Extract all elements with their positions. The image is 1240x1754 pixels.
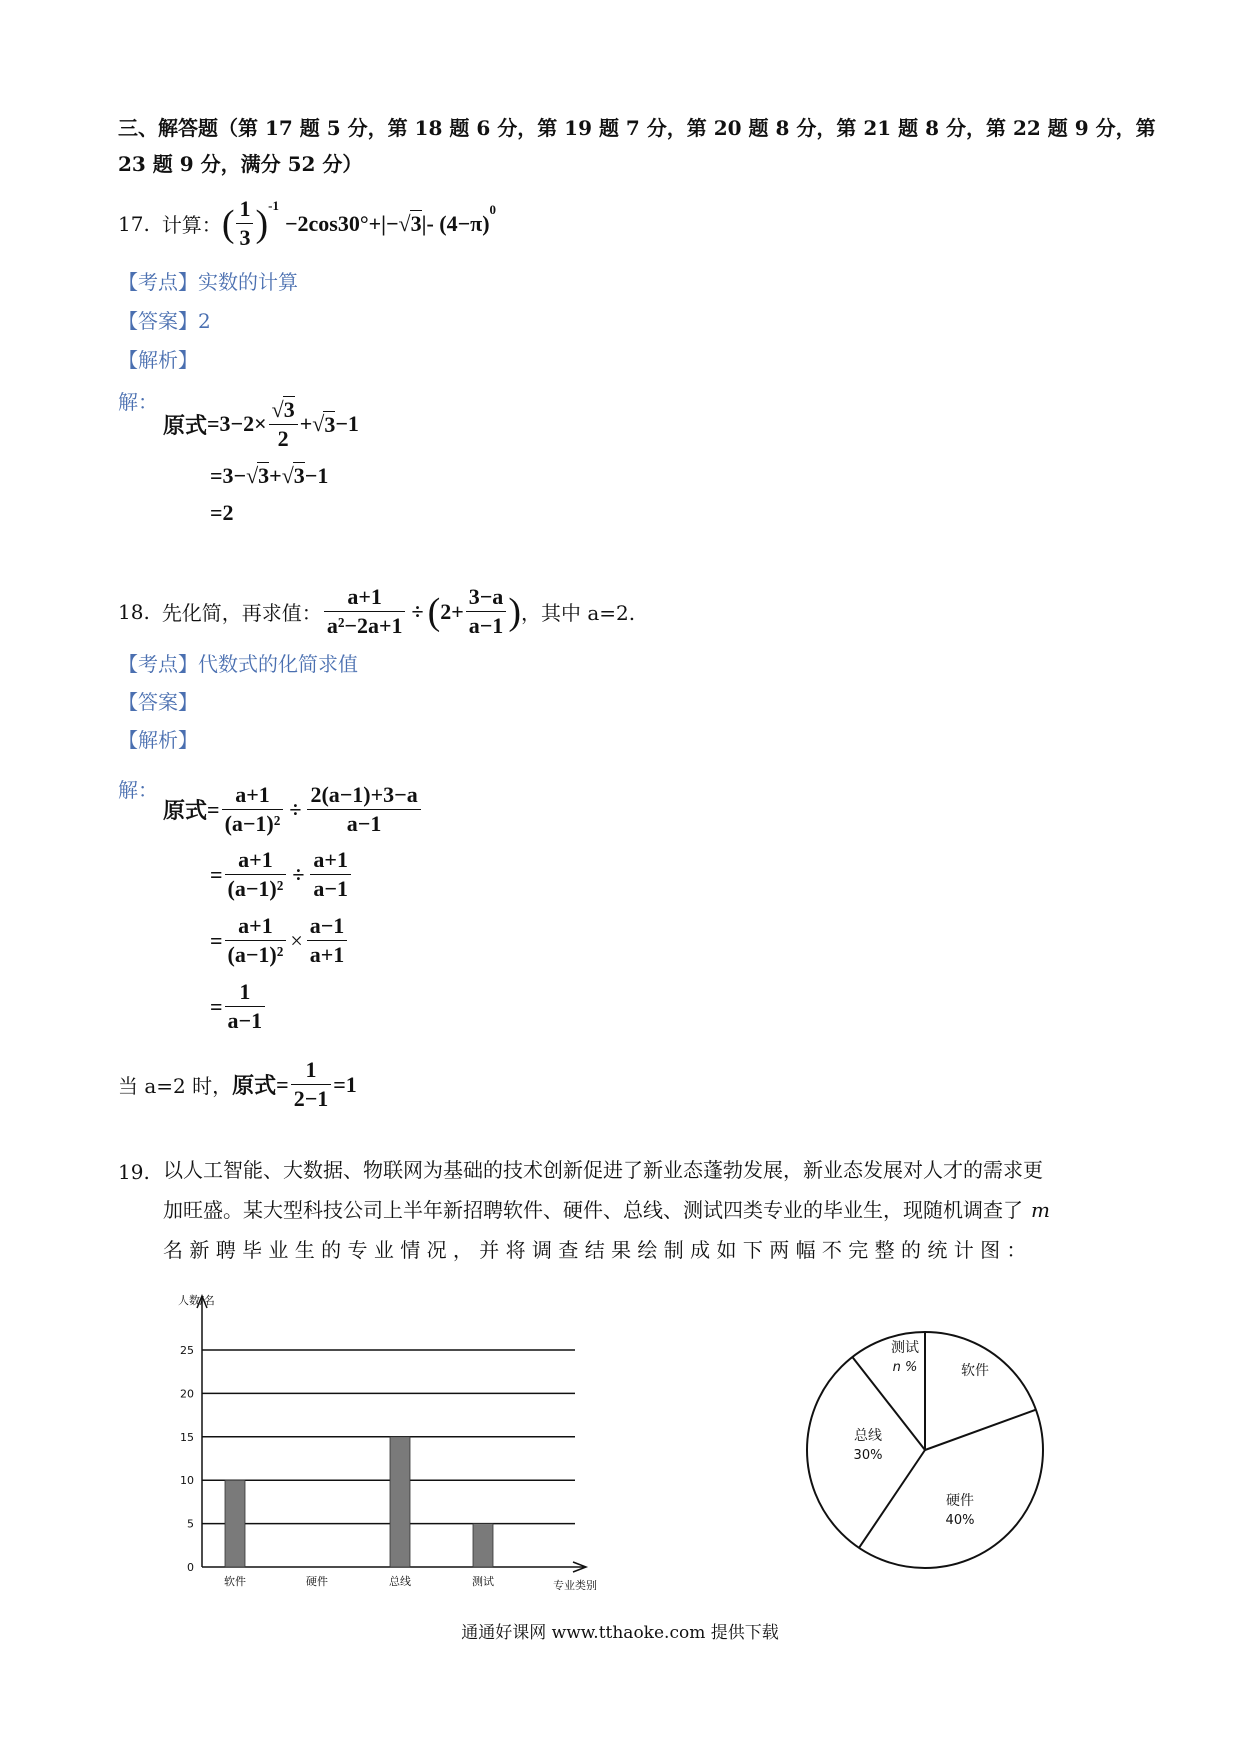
section-header-line1: 三、解答题（第 17 题 5 分，第 18 题 6 分，第 19 题 7 分，第 20 题 8 分，第 21 题 8 分，第 22 题 9 分，第 xyxy=(118,116,1156,140)
y-tick-label: 0 xyxy=(187,1561,194,1574)
y-tick-label: 20 xyxy=(180,1387,194,1401)
question-number: 17. xyxy=(118,211,150,236)
q18-when: 当 a=2 时， xyxy=(118,1074,233,1098)
equals: = xyxy=(210,861,223,887)
q17-zero-exp: 0 xyxy=(489,202,497,217)
q18-final-den: 2−1 xyxy=(291,1084,332,1112)
q18-s1-num2: 2(a−1)+3−a xyxy=(310,782,418,807)
q18-s2-den1: (a−1)² xyxy=(225,874,287,902)
question-prompt: 计算： xyxy=(161,213,222,237)
pie-slice-label: 测试 xyxy=(891,1340,919,1356)
y-tick-label: 5 xyxy=(187,1517,194,1531)
q18-s3-den2: a+1 xyxy=(307,940,348,968)
q17-expression: ( $\frac{1}{3}$ ) -1 −2cos30°+|− √ 3 |- (4−π) 0 xyxy=(221,196,497,250)
question-number: 18. xyxy=(118,599,150,624)
q18-answer: 【答案】 xyxy=(118,690,198,714)
pie-slice-value: 40% xyxy=(945,1513,975,1528)
q17-step1-a: =3−2× xyxy=(207,411,267,436)
pie-slice-label: 软件 xyxy=(961,1363,989,1379)
y-axis-label: 人数/名 xyxy=(178,1294,215,1307)
pie-chart xyxy=(780,1300,1080,1600)
q18-den2: a−1 xyxy=(466,611,507,639)
q17-root: 3 xyxy=(410,211,422,236)
q18-s4-num: 1 xyxy=(239,979,251,1004)
q18-two-plus: 2+ xyxy=(440,598,464,624)
pie-slice-label: 硬件 xyxy=(946,1493,974,1509)
equals: = xyxy=(210,927,223,953)
q18-kaodian: 【考点】代数式的化简求值 xyxy=(118,652,358,676)
question-18 xyxy=(118,584,635,639)
q17-step1-lhs: 原式 xyxy=(163,412,208,438)
q18-step2 xyxy=(210,847,353,902)
section-header-line2: 23 题 9 分，满分 52 分） xyxy=(118,152,363,176)
q17-step2-b: + xyxy=(269,463,282,488)
pie-slice-value: n % xyxy=(892,1360,918,1375)
y-tick-label: 15 xyxy=(180,1430,194,1444)
q18-expression: $\frac{a+1}{\text{a²−2a+1}}$ ÷ ( 2+ $\frac{3-a}{a-1}$ ) xyxy=(322,584,521,639)
q18-where: ，其中 a=2. xyxy=(520,601,636,625)
q17-step2-root2: 3 xyxy=(293,463,305,488)
q19-m: m xyxy=(1031,1198,1050,1222)
q18-div: ÷ xyxy=(411,598,424,624)
q17-step1-num: 3 xyxy=(283,397,295,422)
q17-step1-den: 2 xyxy=(269,424,298,452)
x-tick-label: 测试 xyxy=(472,1575,494,1588)
question-17 xyxy=(118,196,496,251)
bar-chart xyxy=(170,1290,620,1590)
q18-den1: a²−2a+1 xyxy=(324,611,406,639)
q18-jiexi: 【解析】 xyxy=(118,728,198,752)
q17-step1-root: 3 xyxy=(324,411,336,437)
q18-s3-times: × xyxy=(290,927,303,953)
q19-line1: 以人工智能、大数据、物联网为基础的技术创新促进了新业态蓬勃发展，新业态发展对人才的需求更 xyxy=(163,1158,1043,1182)
q19-line3: 名 新 聘 毕 业 生 的 专 业 情 况 ， 并 将 调 查 结 果 绘 制 成 如 下 两 幅 不 完 整 的 统 计 图 ： xyxy=(163,1238,1027,1262)
q17-step1-c: −1 xyxy=(335,411,359,436)
q18-s1-div: ÷ xyxy=(289,796,302,822)
y-tick-label: 25 xyxy=(180,1344,194,1357)
pie-slice-value: 30% xyxy=(853,1448,883,1463)
q18-s4-den: a−1 xyxy=(225,1006,266,1034)
q18-s2-num1: a+1 xyxy=(238,847,273,872)
q18-s1-num1: a+1 xyxy=(235,782,270,807)
q18-s2-div: ÷ xyxy=(292,861,305,887)
q18-num1: a+1 xyxy=(347,584,382,609)
q17-expr-tail: |- (4−π) xyxy=(421,210,490,236)
q17-step1: 原式 =3−2× $\frac{√3}{2}$ + √ 3 −1 xyxy=(163,397,359,451)
q19-number: 19. xyxy=(118,1160,150,1184)
q18-s2-den2: a−1 xyxy=(310,874,351,902)
q17-frac-num: 1 xyxy=(239,196,251,221)
x-tick-label: 软件 xyxy=(224,1575,246,1588)
q18-step3 xyxy=(210,913,349,968)
q17-step2-c: −1 xyxy=(304,463,329,488)
q17-jiexi: 【解析】 xyxy=(118,348,198,372)
question-prompt: 先化简，再求值： xyxy=(161,601,322,625)
equals: = xyxy=(210,993,223,1019)
bar xyxy=(473,1524,493,1567)
q18-step4 xyxy=(210,979,267,1034)
q18-s1-den2: a−1 xyxy=(307,809,420,837)
q17-exponent: -1 xyxy=(268,198,279,213)
y-tick-label: 10 xyxy=(180,1474,194,1488)
equals: = xyxy=(276,1071,289,1097)
q18-jie: 解： xyxy=(118,778,158,802)
q17-step3: =2 xyxy=(210,500,234,525)
q17-step2: =3−√3+√3−1 xyxy=(210,463,329,488)
q17-answer: 【答案】2 xyxy=(118,309,211,333)
q18-lhs: 原式 xyxy=(163,798,208,823)
q17-kaodian: 【考点】实数的计算 xyxy=(118,270,298,294)
q18-final-rhs: =1 xyxy=(333,1071,357,1097)
q19-line2-text: 加旺盛。某大型科技公司上半年新招聘软件、硬件、总线、测试四类专业的毕业生，现随机调查了 xyxy=(163,1198,1023,1222)
q17-step1-b: + xyxy=(299,411,313,436)
q18-step1 xyxy=(163,782,423,837)
q18-final xyxy=(118,1057,357,1112)
q18-s2-num2: a+1 xyxy=(313,847,348,872)
bar xyxy=(225,1480,245,1567)
x-axis-label: 专业类别 xyxy=(553,1579,597,1590)
q18-final-num: 1 xyxy=(305,1057,317,1082)
bar xyxy=(390,1437,410,1567)
q17-step2-a: =3− xyxy=(210,463,247,488)
q18-s3-num1: a+1 xyxy=(238,913,273,938)
pie-slice-label: 总线 xyxy=(854,1428,882,1444)
q18-num2: 3−a xyxy=(468,584,504,609)
q17-step2-root1: 3 xyxy=(258,463,270,488)
q18-s3-den1: (a−1)² xyxy=(225,940,287,968)
equals: = xyxy=(207,796,220,822)
q17-jie: 解： xyxy=(118,390,158,414)
page-footer: 通通好课网 www.tthaoke.com 提供下载 xyxy=(461,1623,779,1643)
q19-line2 xyxy=(163,1190,1123,1230)
x-tick-label: 硬件 xyxy=(306,1575,328,1588)
q18-s3-num2: a−1 xyxy=(309,913,345,938)
q18-s1-den1: (a−1)² xyxy=(222,809,284,837)
x-tick-label: 总线 xyxy=(389,1575,411,1588)
q17-frac-den: 3 xyxy=(236,223,253,251)
q17-expr-rest: −2cos30°+|− xyxy=(284,210,399,236)
q18-final-lhs: 原式 xyxy=(232,1073,277,1098)
